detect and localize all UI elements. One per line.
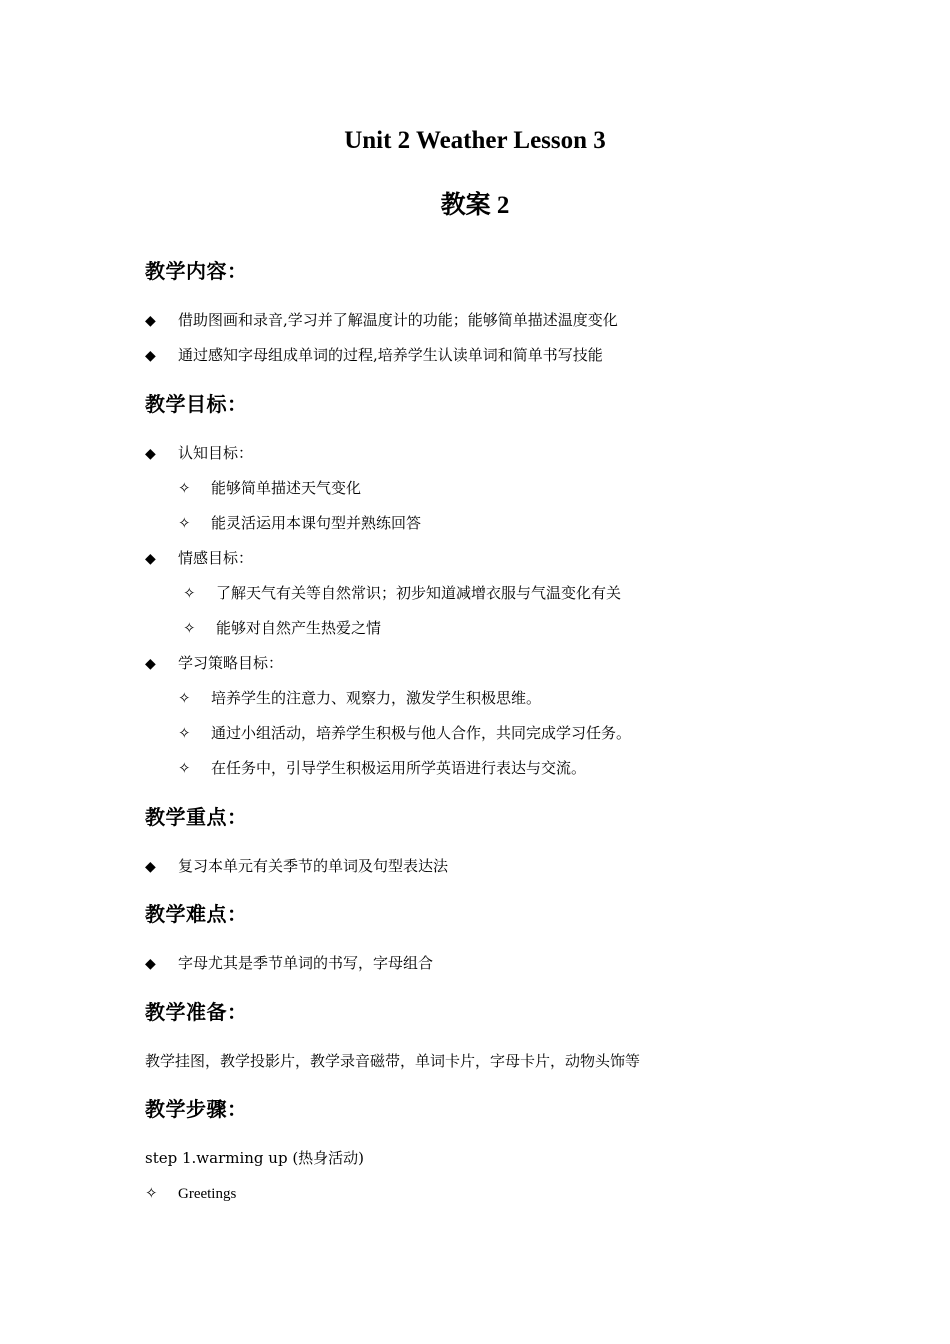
sub-list-item-text: 通过小组活动，培养学生积极与他人合作，共同完成学习任务。 [211, 724, 632, 742]
list-item [145, 952, 433, 975]
sub-list-item-text: 在任务中，引导学生积极运用所学英语进行表达与交流。 [211, 759, 587, 777]
sub-list-item-text: Greetings [178, 1186, 237, 1202]
sub-list-item [183, 582, 621, 604]
list-item-text: 通过感知字母组成单词的过程,培养学生认读单词和简单书写技能 [178, 346, 603, 364]
list-item-text: 情感目标： [178, 549, 254, 567]
list-item [145, 855, 448, 878]
bullet-star-icon: ✧ [178, 689, 191, 707]
bullet-star-icon: ✧ [178, 514, 191, 532]
sub-list-item [178, 687, 541, 709]
sub-list-item-text: 了解天气有关等自然常识；初步知道减增衣服与气温变化有关 [216, 584, 622, 602]
bullet-diamond-icon: ◆ [145, 656, 156, 672]
bullet-star-icon: ✧ [178, 759, 191, 777]
section-heading-difficulties: 教学难点： [145, 902, 248, 926]
bullet-star-icon: ✧ [145, 1184, 158, 1202]
list-item [145, 344, 603, 367]
list-item-text: 复习本单元有关季节的单词及句型表达法 [178, 857, 449, 875]
sub-list-item-text: 能灵活运用本课句型并熟练回答 [211, 514, 422, 532]
preparation-text: 教学挂图，教学投影片，教学录音磁带，单词卡片，字母卡片，动物头饰等 [145, 1052, 641, 1070]
bullet-star-icon: ✧ [183, 584, 196, 602]
sub-list-item-text: 能够简单描述天气变化 [211, 479, 362, 497]
section-heading-key-points: 教学重点： [145, 805, 248, 829]
sub-list-item [178, 722, 631, 744]
section-heading-objectives: 教学目标： [145, 392, 248, 416]
list-item-text: 认知目标： [178, 444, 254, 462]
section-heading-steps: 教学步骤： [145, 1097, 248, 1121]
list-item-text: 学习策略目标： [178, 654, 284, 672]
bullet-diamond-icon: ◆ [145, 313, 156, 329]
section-heading-content: 教学内容： [145, 259, 248, 283]
section-heading-preparation: 教学准备： [145, 1000, 248, 1024]
list-item [145, 442, 253, 465]
document-subtitle: 教案 2 [440, 192, 510, 219]
sub-list-item [145, 1182, 236, 1205]
bullet-diamond-icon: ◆ [145, 348, 156, 364]
bullet-diamond-icon: ◆ [145, 551, 156, 567]
bullet-star-icon: ✧ [183, 619, 196, 637]
bullet-diamond-icon: ◆ [145, 446, 156, 462]
bullet-star-icon: ✧ [178, 479, 191, 497]
bullet-diamond-icon: ◆ [145, 859, 156, 875]
sub-list-item [178, 477, 361, 499]
sub-list-item [183, 617, 381, 639]
list-item [145, 652, 283, 675]
sub-list-item [178, 512, 421, 534]
bullet-star-icon: ✧ [178, 724, 191, 742]
sub-list-item-text: 能够对自然产生热爱之情 [216, 619, 382, 637]
list-item [145, 309, 618, 332]
list-item-text: 字母尤其是季节单词的书写，字母组合 [178, 954, 434, 972]
sub-list-item [178, 757, 586, 779]
sub-list-item-text: 培养学生的注意力、观察力，激发学生积极思维。 [211, 689, 542, 707]
document-title: Unit 2 Weather Lesson 3 [344, 127, 606, 154]
step-1-title: step 1.warming up (热身活动) [145, 1149, 365, 1167]
list-item [145, 547, 253, 570]
bullet-diamond-icon: ◆ [145, 956, 156, 972]
list-item-text: 借助图画和录音,学习并了解温度计的功能；能够简单描述温度变化 [178, 311, 618, 329]
